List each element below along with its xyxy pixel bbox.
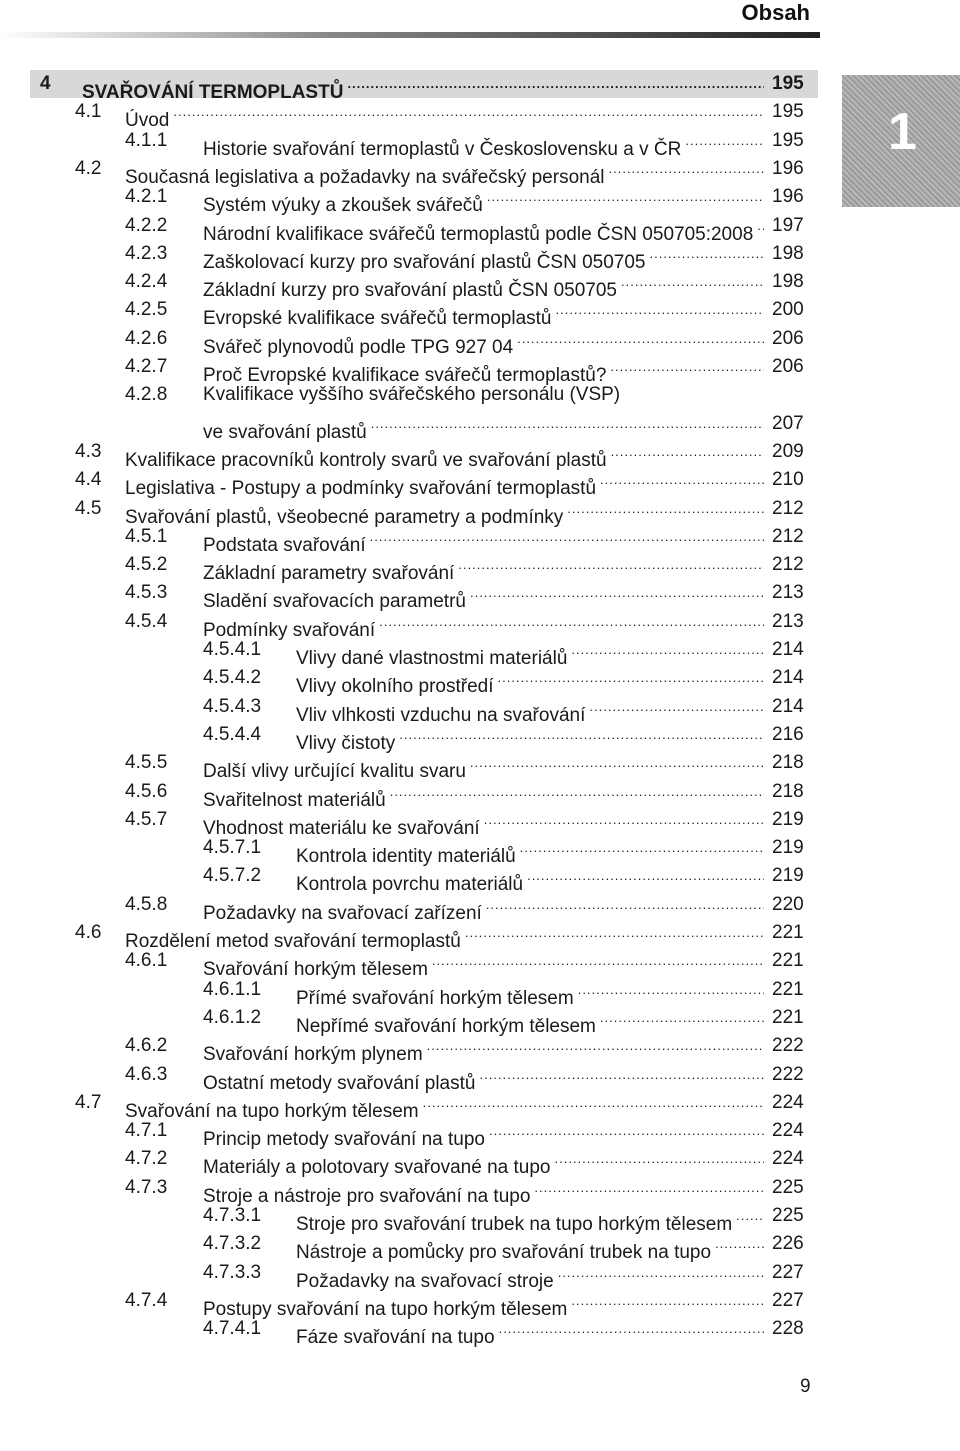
toc-entry-number: 4.7.3.3 bbox=[203, 1261, 262, 1283]
toc-entry-number: 4.5.4.1 bbox=[203, 639, 262, 660]
toc-leader-dots bbox=[555, 296, 764, 324]
page-number: 9 bbox=[800, 1376, 811, 1397]
toc-entry-page: 228 bbox=[772, 1318, 804, 1340]
toc-row[interactable] bbox=[0, 1287, 960, 1320]
toc-entry-page: 222 bbox=[772, 1063, 804, 1085]
toc-entry-page: 219 bbox=[772, 865, 804, 887]
toc-entry-number: 4.2.5 bbox=[125, 299, 168, 321]
toc-entry-page: 214 bbox=[772, 667, 804, 689]
page-header-title: Obsah bbox=[741, 0, 810, 25]
toc-entry-page: 221 bbox=[772, 978, 804, 1000]
toc-leader-dots bbox=[685, 127, 764, 155]
toc-entry-number: 4.1.1 bbox=[125, 129, 168, 151]
toc-entry-number: 4.5.2 bbox=[125, 554, 168, 576]
toc-entry-title: Stroje pro svařování trubek na tupo horkým tělesem bbox=[296, 1214, 733, 1235]
toc-entry-number: 4.5.7.1 bbox=[203, 837, 262, 859]
toc-entry-number: 4.4 bbox=[75, 469, 102, 491]
toc-entry-page: 195 bbox=[772, 129, 804, 151]
toc-leader-dots bbox=[571, 636, 764, 664]
toc-row[interactable] bbox=[0, 1032, 960, 1066]
toc-entry-title: Historie svařování termoplastů v Československu a v ČR bbox=[203, 138, 682, 160]
toc-row[interactable] bbox=[0, 721, 960, 754]
toc-leader-dots bbox=[479, 1061, 764, 1089]
toc-entry-page: 196 bbox=[772, 186, 804, 208]
header-rule bbox=[0, 32, 820, 38]
toc-entry-title: Svářeč plynovodů podle TPG 927 04 bbox=[203, 336, 514, 358]
toc-entry-number: 4.5.6 bbox=[125, 780, 168, 802]
toc-entry-page: 209 bbox=[772, 440, 804, 462]
toc-entry-number: 4.5.4.4 bbox=[203, 723, 262, 745]
toc-entry-number: 4.7.4.1 bbox=[203, 1318, 262, 1340]
toc-entry-title: Základní kurzy pro svařování plastů ČSN 050705 bbox=[203, 280, 617, 302]
toc-row[interactable] bbox=[0, 1061, 960, 1094]
toc-leader-dots bbox=[370, 523, 764, 551]
toc-leader-dots bbox=[390, 778, 764, 806]
toc-entry-title: Základní parametry svařování bbox=[203, 563, 455, 585]
toc-entry-number: 4.7.3 bbox=[125, 1176, 168, 1198]
toc-entry-number: 4.5 bbox=[75, 497, 102, 519]
toc-entry-title: Vlivy čistoty bbox=[296, 732, 396, 754]
toc-entry-number: 4.3 bbox=[75, 440, 102, 462]
toc-entry-number: 4.5.1 bbox=[125, 525, 168, 547]
toc-entry-title: ve svařování plastů bbox=[203, 421, 367, 443]
toc-entry-title: Vlivy okolního prostředí bbox=[296, 676, 494, 698]
toc-leader-dots bbox=[589, 693, 764, 721]
toc-entry-page: 214 bbox=[772, 639, 804, 660]
toc-row[interactable] bbox=[0, 834, 960, 868]
toc-entry-title: Kvalifikace pracovníků kontroly svarů ve svařování plastů bbox=[125, 449, 607, 471]
toc-entry-number: 4.5.5 bbox=[125, 752, 168, 774]
toc-row[interactable] bbox=[0, 296, 960, 330]
toc-entry-title: SVAŘOVÁNÍ TERMOPLASTŮ bbox=[82, 82, 344, 103]
toc-entry-title: Požadavky na svařovací zařízení bbox=[203, 902, 482, 924]
toc-entry-title: Materiály a polotovary svařované na tupo bbox=[203, 1157, 551, 1179]
toc-entry-title: Rozdělení metod svařování termoplastů bbox=[125, 931, 461, 952]
toc-row[interactable] bbox=[0, 1089, 960, 1122]
toc-entry-title: Legislativa - Postupy a podmínky svařování termoplastů bbox=[125, 478, 597, 500]
toc-entry-page: 218 bbox=[772, 780, 804, 802]
toc-entry-page: 213 bbox=[772, 582, 804, 604]
toc-leader-dots bbox=[715, 1230, 764, 1258]
toc-leader-dots bbox=[427, 1032, 764, 1060]
toc-entry-page: 219 bbox=[772, 808, 804, 830]
toc-row[interactable] bbox=[0, 438, 960, 471]
toc-row[interactable] bbox=[0, 268, 960, 302]
toc-entry-page: 225 bbox=[772, 1176, 804, 1198]
toc-entry-title: Vliv vlhkosti vzduchu na svařování bbox=[296, 704, 586, 726]
toc-entry-page: 224 bbox=[772, 1120, 804, 1142]
toc-entry-page: 206 bbox=[772, 356, 804, 377]
toc-leader-dots bbox=[499, 1315, 764, 1343]
toc-leader-dots bbox=[432, 947, 764, 975]
toc-entry-title: Systém výuky a zkoušek svářečů bbox=[203, 195, 483, 217]
toc-entry-number: 4.6.1.1 bbox=[203, 978, 262, 1000]
toc-entry-number: 4.7.3.2 bbox=[203, 1233, 262, 1255]
toc-entry-title: Zaškolovací kurzy pro svařování plastů ČSN 050705 bbox=[203, 251, 646, 273]
toc-leader-dots bbox=[484, 806, 764, 834]
toc-entry-title: Sladění svařovacích parametrů bbox=[203, 591, 466, 613]
toc-row[interactable] bbox=[0, 1230, 960, 1264]
toc-entry-number: 4.2.6 bbox=[125, 327, 168, 349]
toc-leader-dots bbox=[534, 1174, 764, 1202]
toc-row[interactable] bbox=[0, 495, 960, 528]
toc-entry-number: 4.2.3 bbox=[125, 242, 168, 264]
toc-entry-number: 4.5.4 bbox=[125, 610, 168, 632]
toc-leader-dots bbox=[611, 438, 764, 466]
toc-row[interactable] bbox=[0, 240, 960, 273]
toc-entry-title: Proč Evropské kvalifikace svářečů termoplastů? bbox=[203, 365, 607, 386]
toc-entry-title: Národní kvalifikace svářečů termoplastů podle ČSN 050705:2008 bbox=[203, 223, 754, 245]
toc-entry-page: 221 bbox=[772, 950, 804, 972]
toc-leader-dots bbox=[578, 976, 764, 1004]
toc-entry-page: 220 bbox=[772, 893, 804, 915]
toc-entry-title: Další vlivy určující kvalitu svaru bbox=[203, 761, 466, 783]
toc-row[interactable] bbox=[0, 664, 960, 698]
toc-entry-number: 4.5.7.2 bbox=[203, 865, 262, 887]
toc-entry-page: 195 bbox=[772, 101, 804, 123]
toc-leader-dots bbox=[554, 1145, 764, 1173]
toc-entry-page: 227 bbox=[772, 1261, 804, 1283]
toc-entry-number: 4.2.7 bbox=[125, 356, 168, 377]
toc-entry-number: 4.5.8 bbox=[125, 893, 168, 915]
toc-entry-page: 200 bbox=[772, 299, 804, 321]
toc-entry-page: 213 bbox=[772, 610, 804, 632]
toc-entry-title: Svařování horkým tělesem bbox=[203, 959, 428, 981]
toc-leader-dots bbox=[527, 862, 764, 890]
toc-leader-dots bbox=[650, 240, 765, 268]
toc-entry-number: 4.2 bbox=[75, 157, 102, 179]
toc-row[interactable] bbox=[0, 1117, 960, 1151]
toc-entry-page: 218 bbox=[772, 752, 804, 774]
toc-row[interactable] bbox=[0, 381, 960, 409]
toc-entry-page: 197 bbox=[772, 214, 804, 236]
toc-entry-title: Svařitelnost materiálů bbox=[203, 789, 386, 811]
toc-row[interactable] bbox=[0, 806, 960, 839]
toc-entry-page: 216 bbox=[772, 723, 804, 745]
toc-row[interactable] bbox=[0, 749, 960, 783]
toc-row[interactable] bbox=[0, 523, 960, 556]
toc-entry-title: Princip metody svařování na tupo bbox=[203, 1129, 485, 1151]
toc-entry-title: Úvod bbox=[125, 110, 170, 132]
toc-entry-page: 196 bbox=[772, 157, 804, 179]
toc-leader-dots bbox=[470, 579, 764, 607]
toc-entry-title: Vhodnost materiálu ke svařování bbox=[203, 817, 480, 839]
toc-entry-title: Vlivy dané vlastnostmi materiálů bbox=[296, 648, 568, 669]
toc-row[interactable] bbox=[0, 98, 960, 132]
toc-entry-title: Požadavky na svařovací stroje bbox=[296, 1270, 554, 1292]
toc-entry-title: Svařování plastů, všeobecné parametry a podmínky bbox=[125, 506, 564, 528]
toc-row[interactable] bbox=[0, 1315, 960, 1349]
toc-leader-dots bbox=[757, 212, 764, 240]
toc-row[interactable] bbox=[0, 183, 960, 217]
toc-leader-dots bbox=[371, 410, 764, 438]
toc-entry-title: Ostatní metody svařování plastů bbox=[203, 1072, 476, 1094]
toc-entry-title: Podmínky svařování bbox=[203, 619, 376, 641]
toc-row[interactable] bbox=[0, 466, 960, 500]
toc-entry-number: 4.5.3 bbox=[125, 582, 168, 604]
toc-row[interactable] bbox=[0, 1145, 960, 1179]
toc-chapter-row[interactable] bbox=[30, 70, 818, 103]
toc-leader-dots bbox=[465, 919, 764, 947]
toc-leader-dots bbox=[621, 268, 764, 296]
toc-leader-dots bbox=[347, 70, 764, 98]
toc-entry-title: Nepřímé svařování horkým tělesem bbox=[296, 1015, 596, 1037]
toc-row[interactable] bbox=[0, 636, 960, 669]
toc-row[interactable] bbox=[0, 155, 960, 188]
toc-entry-page: 212 bbox=[772, 525, 804, 547]
toc-entry-number: 4.6.1.2 bbox=[203, 1006, 262, 1028]
toc-leader-dots bbox=[423, 1089, 764, 1117]
toc-entry-title: Současná legislativa a požadavky na svářečský personál bbox=[125, 166, 605, 188]
toc-row[interactable] bbox=[0, 551, 960, 585]
toc-row[interactable] bbox=[0, 1259, 960, 1292]
toc-entry-title: Kontrola povrchu materiálů bbox=[296, 874, 524, 896]
toc-entry-page: 225 bbox=[772, 1205, 804, 1226]
toc-leader-dots bbox=[571, 1287, 764, 1315]
toc-entry-number: 4.7.4 bbox=[125, 1289, 168, 1311]
toc-entry-number: 4.2.4 bbox=[125, 271, 168, 293]
toc-leader-dots bbox=[558, 1259, 764, 1287]
toc-entry-title: Kvalifikace vyššího svářečského personálu (VSP) bbox=[203, 384, 621, 406]
toc-entry-page: 206 bbox=[772, 327, 804, 349]
toc-row[interactable] bbox=[0, 976, 960, 1009]
toc-leader-dots bbox=[567, 495, 764, 523]
toc-row[interactable] bbox=[0, 862, 960, 896]
toc-entry-number: 4.2.2 bbox=[125, 214, 168, 236]
toc-entry-title: Stroje a nástroje pro svařování na tupo bbox=[203, 1185, 531, 1207]
toc-leader-dots bbox=[489, 1117, 764, 1145]
toc-row[interactable] bbox=[0, 579, 960, 613]
toc-entry-number: 4.7.2 bbox=[125, 1148, 168, 1170]
toc-leader-dots bbox=[600, 1004, 764, 1032]
toc-leader-dots bbox=[379, 608, 764, 636]
toc-entry-number: 4.2.1 bbox=[125, 186, 168, 208]
toc-row[interactable] bbox=[0, 778, 960, 811]
toc-entry-number: 4.2.8 bbox=[125, 384, 168, 406]
toc-entry-title: Nástroje a pomůcky pro svařování trubek na tupo bbox=[296, 1242, 712, 1264]
toc-entry-number: 4.6 bbox=[75, 922, 102, 943]
toc-entry-page: 221 bbox=[772, 922, 804, 943]
toc-entry-page: 222 bbox=[772, 1035, 804, 1057]
toc-entry-title: Svařování horkým plynem bbox=[203, 1044, 423, 1066]
toc-entry-number: 4.5.4.2 bbox=[203, 667, 262, 689]
toc-entry-page: 207 bbox=[772, 412, 804, 434]
toc-entry-page: 227 bbox=[772, 1289, 804, 1311]
toc-entry-number: 4.5.4.3 bbox=[203, 695, 262, 717]
toc-row[interactable] bbox=[0, 212, 960, 245]
toc-entry-page: 212 bbox=[772, 497, 804, 519]
toc-entry-number: 4.5.7 bbox=[125, 808, 168, 830]
toc-leader-dots bbox=[487, 183, 764, 211]
toc-leader-dots bbox=[470, 749, 764, 777]
toc-row[interactable] bbox=[0, 891, 960, 924]
toc-leader-dots bbox=[517, 325, 764, 353]
toc-entry-title: Podstata svařování bbox=[203, 534, 366, 556]
toc-entry-page: 198 bbox=[772, 271, 804, 293]
toc-entry-page: 214 bbox=[772, 695, 804, 717]
toc-leader-dots bbox=[486, 891, 764, 919]
toc-entry-title: Přímé svařování horkým tělesem bbox=[296, 987, 574, 1009]
toc-row[interactable] bbox=[0, 353, 960, 386]
toc-entry-number: 4.6.3 bbox=[125, 1063, 168, 1085]
toc-leader-dots bbox=[498, 664, 765, 692]
toc-row[interactable] bbox=[0, 1174, 960, 1207]
toc-leader-dots bbox=[600, 466, 764, 494]
toc-row[interactable] bbox=[0, 693, 960, 726]
toc-entry-number: 4.7.1 bbox=[125, 1120, 168, 1142]
toc-row[interactable] bbox=[0, 1202, 960, 1235]
toc-entry-title: Kontrola identity materiálů bbox=[296, 846, 516, 868]
toc-entry-title: Evropské kvalifikace svářečů termoplastů bbox=[203, 308, 552, 330]
toc-entry-number: 4.6.1 bbox=[125, 950, 168, 972]
toc-row[interactable] bbox=[0, 608, 960, 641]
toc-entry-page: 221 bbox=[772, 1006, 804, 1028]
toc-leader-dots bbox=[610, 353, 764, 381]
toc-row[interactable] bbox=[0, 1004, 960, 1037]
toc-row[interactable] bbox=[0, 919, 960, 952]
toc-entry-number: 4.1 bbox=[75, 101, 102, 123]
toc-entry-page: 226 bbox=[772, 1233, 804, 1255]
toc-entry-number: 4.7.3.1 bbox=[203, 1205, 262, 1226]
toc-entry-page: 210 bbox=[772, 469, 804, 491]
toc-entry-title: Postupy svařování na tupo horkým tělesem bbox=[203, 1298, 568, 1320]
toc-row[interactable] bbox=[0, 127, 960, 160]
toc-leader-dots bbox=[520, 834, 764, 862]
toc-leader-dots bbox=[458, 551, 764, 579]
toc-entry-page: 224 bbox=[772, 1091, 804, 1113]
toc-entry-number: 4 bbox=[40, 73, 51, 94]
toc-entry-page: 198 bbox=[772, 242, 804, 264]
toc-entry-page: 219 bbox=[772, 837, 804, 859]
toc-row[interactable] bbox=[0, 947, 960, 981]
chapter-tab-number: 1 bbox=[888, 103, 917, 161]
toc-entry-page: 224 bbox=[772, 1148, 804, 1170]
toc-leader-dots bbox=[609, 155, 765, 183]
toc-row[interactable] bbox=[0, 325, 960, 358]
toc-entry-page: 212 bbox=[772, 554, 804, 576]
toc-entry-number: 4.6.2 bbox=[125, 1035, 168, 1057]
toc-leader-dots bbox=[399, 721, 764, 749]
toc-entry-title: Fáze svařování na tupo bbox=[296, 1327, 495, 1349]
toc-leader-dots bbox=[173, 98, 764, 126]
toc-entry-page: 195 bbox=[772, 73, 804, 94]
toc-row[interactable] bbox=[0, 410, 960, 443]
toc-leader-dots bbox=[736, 1202, 764, 1230]
toc-entry-title: Svařování na tupo horkým tělesem bbox=[125, 1100, 419, 1122]
toc-entry-number: 4.7 bbox=[75, 1091, 102, 1113]
